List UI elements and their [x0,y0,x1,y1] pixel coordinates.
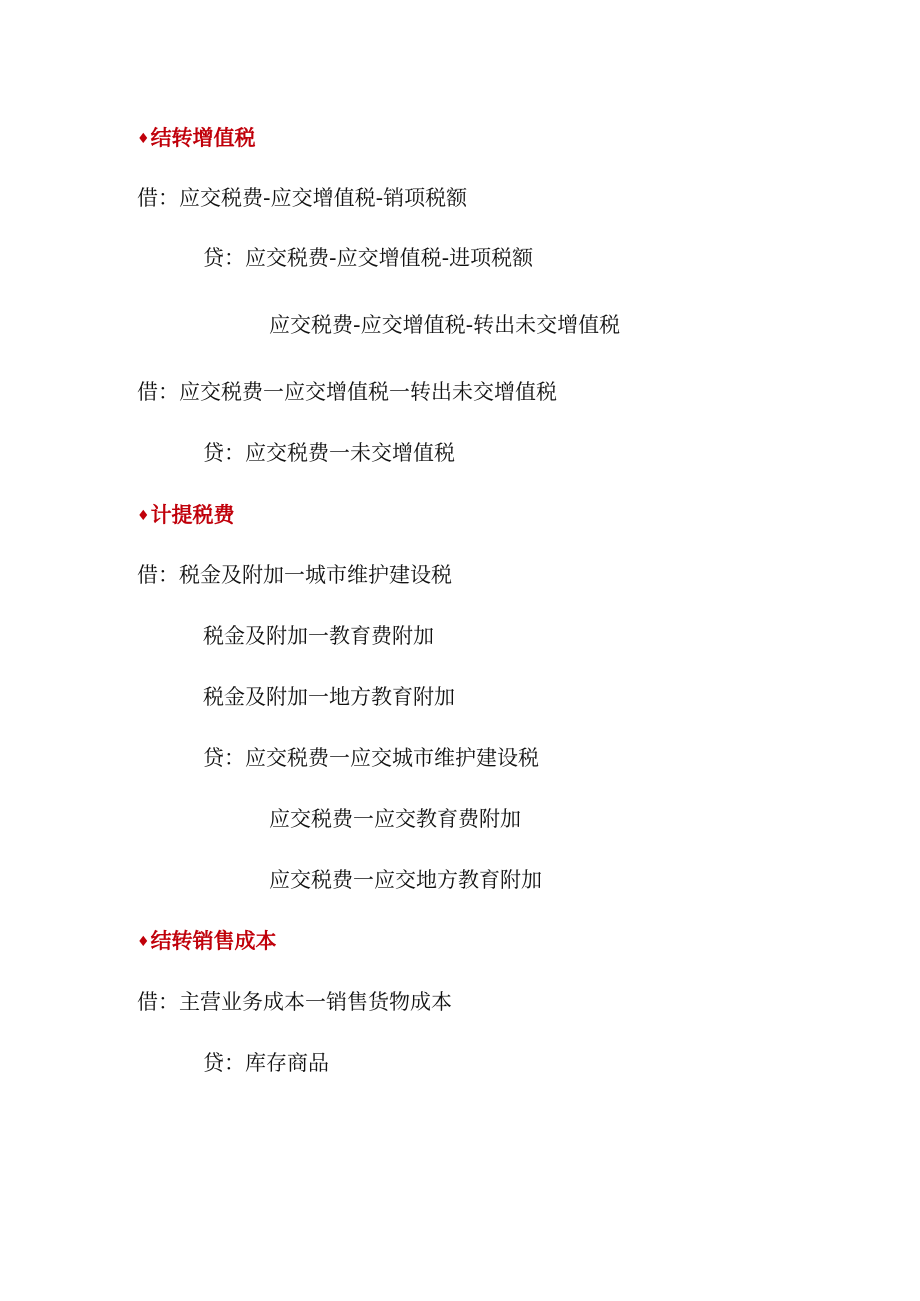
entry-line: 应交税费-应交增值税-转出未交增值税 [269,313,621,337]
diamond-icon: ♦ [137,934,150,950]
entry-line: 借：主营业务成本一销售货物成本 [137,990,452,1014]
section-heading-tax-accrual: ♦计提税费 [137,503,235,527]
section-heading-cost-of-sales: ♦结转销售成本 [137,929,277,953]
entry-line: 贷：应交税费一未交增值税 [203,441,455,465]
entry-line: 借：税金及附加一城市维护建设税 [137,563,452,587]
entry-line: 借：应交税费一应交增值税一转出未交增值税 [137,380,557,404]
entry-line: 应交税费一应交地方教育附加 [269,868,542,892]
entry-line: 税金及附加一教育费附加 [203,624,434,648]
entry-line: 贷：应交税费-应交增值税-进项税额 [203,246,534,270]
entry-line: 贷：库存商品 [203,1051,329,1075]
entry-line: 借：应交税费-应交增值税-销项税额 [137,186,468,210]
section-heading-vat-transfer: ♦结转增值税 [137,126,256,150]
entry-line: 税金及附加一地方教育附加 [203,685,455,709]
diamond-icon: ♦ [137,508,150,524]
entry-line: 贷：应交税费一应交城市维护建设税 [203,746,539,770]
entry-line: 应交税费一应交教育费附加 [269,807,521,831]
diamond-icon: ♦ [137,131,150,147]
